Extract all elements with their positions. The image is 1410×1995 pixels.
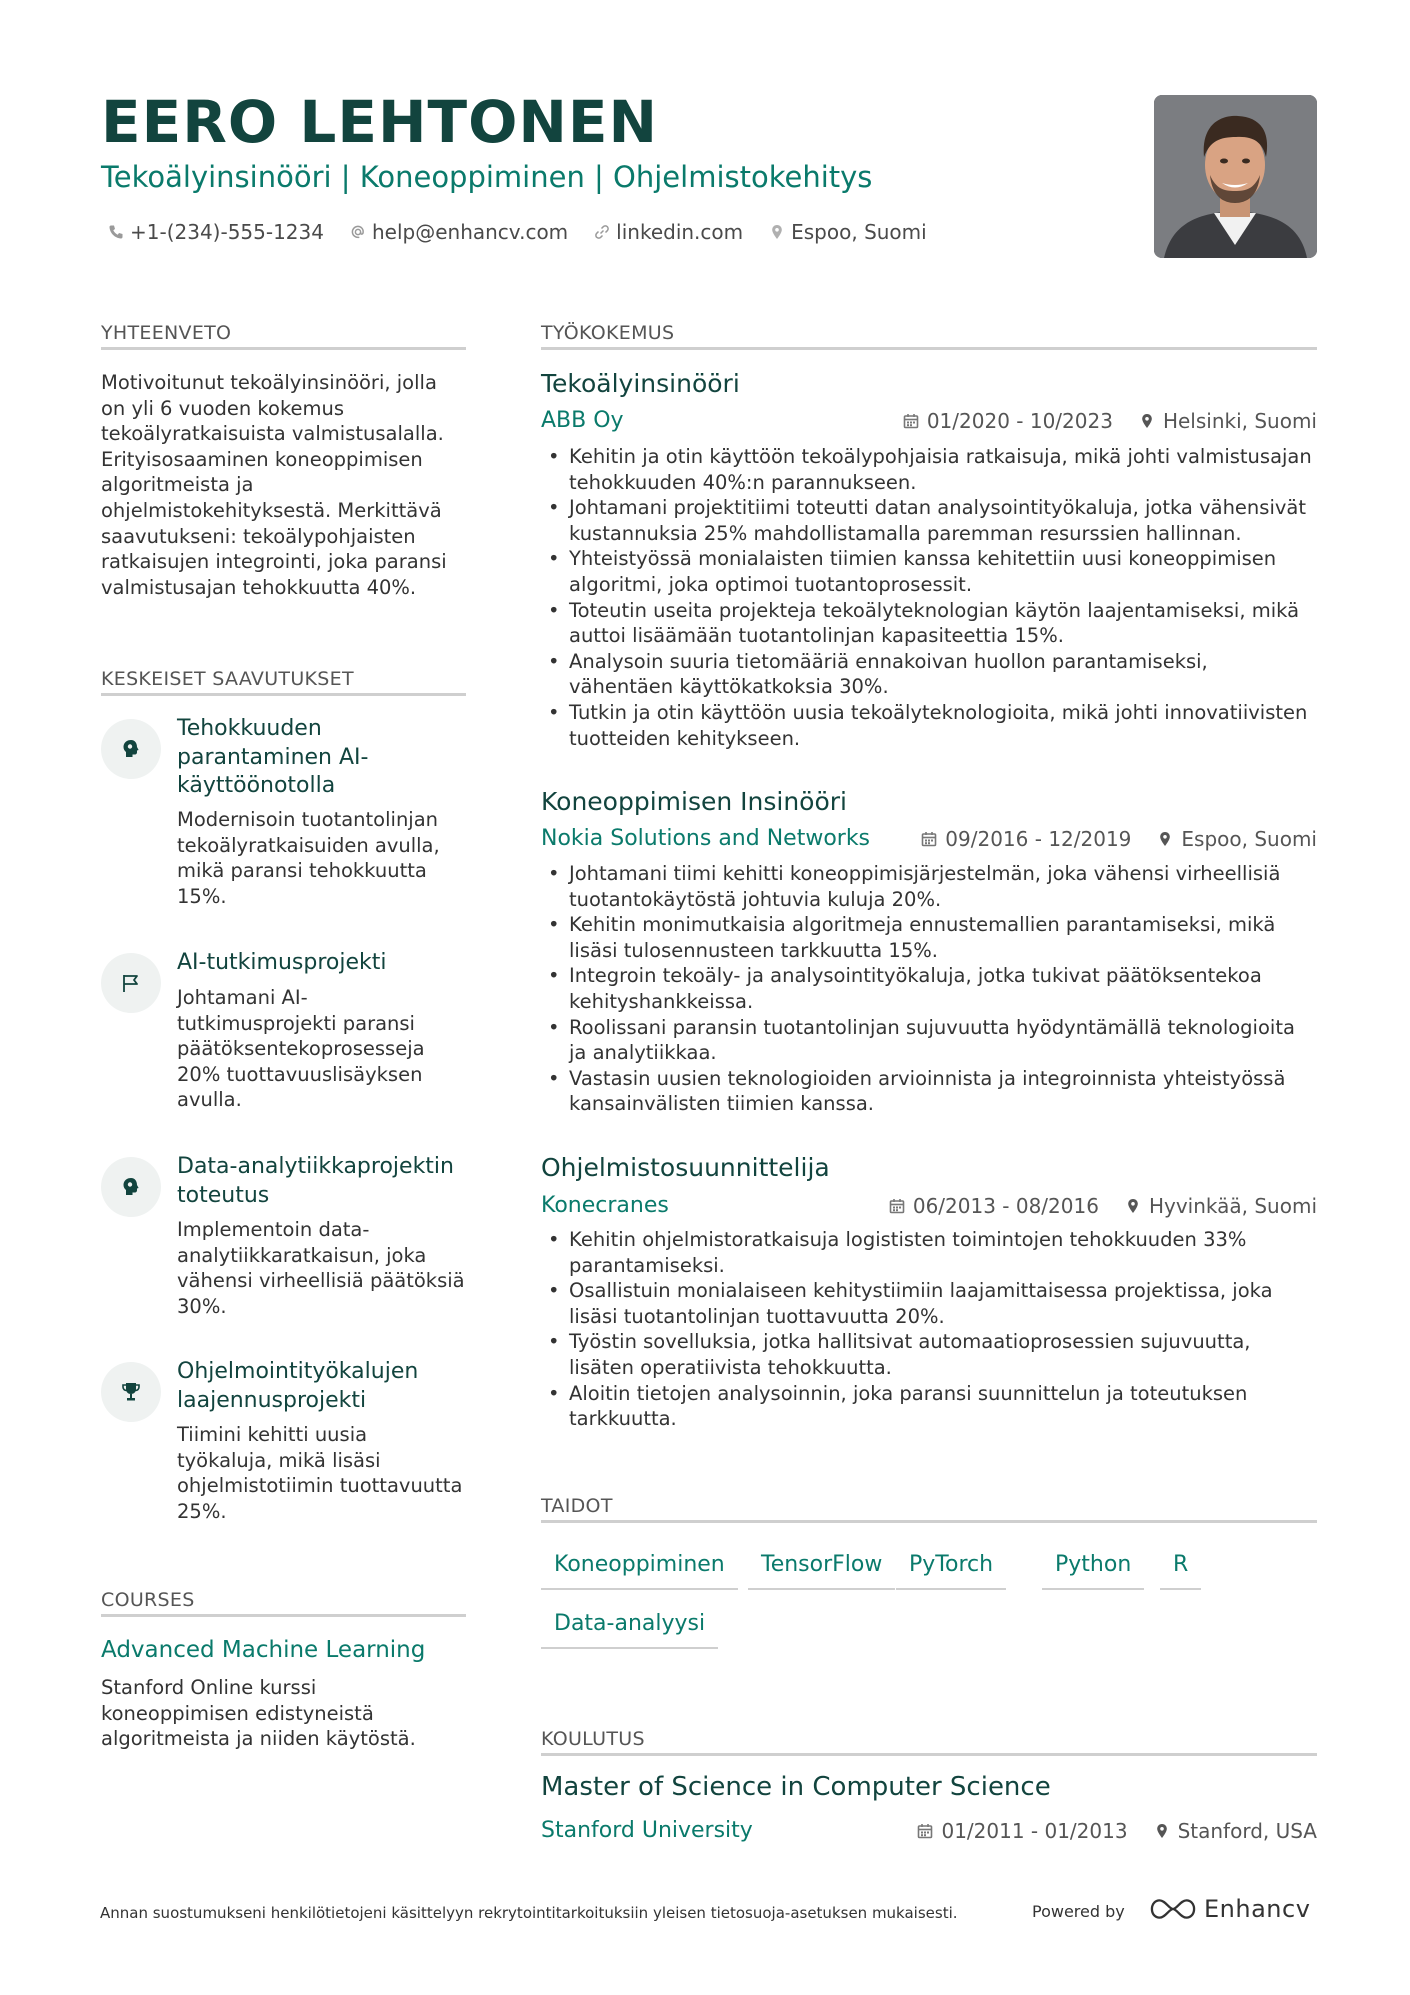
achievement-desc-line: päätöksentekoprosesseja: [177, 1037, 425, 1061]
bullet-line: • Johtamani tiimi kehitti koneoppimisjärjestelmän, joka vähensi virheellisiä: [569, 862, 1281, 885]
job-title: Koneoppimisen Insinööri: [541, 787, 847, 816]
education-divider: [541, 1753, 1317, 1756]
bullet-item: [548, 1066, 1323, 1117]
education-heading: KOULUTUS: [541, 1728, 645, 1750]
achievement-desc-line: ohjelmistotiimin tuottavuutta: [177, 1474, 463, 1498]
bullet-line: • Osallistuin monialaiseen kehitystiimiin laajamittaisessa projektissa, joka: [569, 1279, 1273, 1303]
bullet-line: tuotantokäytöstä johtuvia kuluja 20%.: [569, 887, 942, 911]
bullet-line: • Analysoin suuria tietomääriä ennakoivan huollon parantamiseksi,: [569, 649, 1208, 673]
skill-tag: Data-analyysi: [541, 1611, 718, 1649]
bullet-line: • Kehitin ohjelmistoratkaisuja logististen toimintojen tehokkuuden 33%: [569, 1228, 1247, 1251]
bullet-line: • Työstin sovelluksia, jotka hallitsivat automaatioprosessien sujuvuutta,: [569, 1330, 1251, 1354]
achievement-desc-line: 15%.: [177, 884, 227, 908]
job-title: Ohjelmistosuunnittelija: [541, 1153, 830, 1182]
summary-line: tekoälyratkaisuista valmistusalalla.: [101, 422, 444, 446]
courses-divider: [101, 1614, 466, 1617]
skill-tag: PyTorch: [896, 1552, 1006, 1590]
skill-tag: Python: [1042, 1552, 1144, 1590]
summary-line: valmistusajan tehokkuutta 40%.: [101, 575, 417, 599]
candidate-name: EERO LEHTONEN: [101, 88, 659, 156]
location-pin-icon: [1157, 831, 1173, 847]
job-company: Nokia Solutions and Networks: [541, 826, 871, 851]
achievements-divider: [101, 693, 466, 696]
brand-logo[interactable]: [1150, 1895, 1310, 1923]
achievement-desc-line: Modernisoin tuotantolinjan: [177, 808, 439, 831]
achievement-desc-line: mikä paransi tehokkuutta: [177, 859, 427, 883]
bullet-line: • Johtamani projektitiimi toteutti datan analysointityökaluja, jotka vähensivät: [569, 496, 1306, 520]
achievement-title-line: Ohjelmointityökalujen: [177, 1359, 419, 1384]
achievement-title-line: käyttöönotolla: [177, 773, 336, 798]
bullet-line: auttoi lisäämään tuotantolinjan kapasiteettia 15%.: [569, 624, 1064, 648]
job-dates-text: 01/2020 - 10/2023: [926, 408, 1113, 433]
bullet-item: [548, 912, 1323, 963]
summary-line: ohjelmistokehityksestä. Merkittävä: [101, 498, 442, 522]
location-pin-icon: [1154, 1823, 1170, 1839]
job-title: Tekoälyinsinööri: [541, 369, 740, 398]
job-details: [921, 827, 1317, 851]
bullet-line: kehityshankkeissa.: [569, 989, 754, 1013]
achievement-desc-line: työkaluja, mikä lisäsi: [177, 1448, 381, 1472]
calendar-icon: [889, 1198, 905, 1214]
course-desc: [101, 1675, 441, 1752]
flag-icon: [119, 971, 143, 995]
calendar-icon: [903, 413, 919, 429]
achievement-desc: [177, 1217, 477, 1319]
job-dates: [889, 1194, 1099, 1218]
summary-line: Erityisosaaminen koneoppimisen: [101, 447, 423, 471]
achievement-title: [177, 1358, 477, 1415]
bullet-item: [548, 444, 1323, 495]
bullet-line: ja analytiikkaa.: [569, 1041, 717, 1065]
bullet-item: [548, 1329, 1323, 1380]
brain-icon: [119, 1175, 143, 1199]
achievement-title: [177, 1153, 477, 1210]
bullet-item: [548, 861, 1323, 912]
skill-tag: R: [1160, 1552, 1201, 1590]
bullet-line: tarkkuutta.: [569, 1407, 677, 1431]
education-location: [1154, 1819, 1317, 1843]
achievement-desc-line: analytiikkaratkaisun, joka: [177, 1243, 427, 1267]
summary-line: on yli 6 vuoden kokemus: [101, 396, 345, 420]
job-location-text: Hyvinkää, Suomi: [1148, 1193, 1317, 1218]
achievement-title-line: laajennusprojekti: [177, 1387, 367, 1413]
at-icon: [350, 224, 366, 240]
achievement-desc-line: 25%.: [177, 1499, 227, 1523]
achievement-title: [177, 715, 477, 801]
bullet-item: [548, 1015, 1323, 1066]
education-details: [917, 1819, 1317, 1843]
bullet-line: lisäsi tuotantolinjan tuottavuutta 20%.: [569, 1304, 945, 1328]
bullet-item: [548, 700, 1323, 751]
summary-line: algoritmeista ja: [101, 473, 254, 497]
phone-icon: [108, 224, 124, 240]
contact-linkedin[interactable]: [594, 220, 743, 244]
achievements-heading: KESKEISET SAAVUTUKSET: [101, 668, 354, 690]
profile-photo: [1154, 95, 1317, 258]
job-dates-text: 09/2016 - 12/2019: [945, 826, 1132, 851]
course-desc-line: Stanford Online kurssi: [101, 1676, 317, 1699]
summary-text: [101, 370, 471, 600]
bullet-item: [548, 1227, 1323, 1278]
bullet-line: kansainvälisten tiimien kanssa.: [569, 1092, 875, 1116]
achievement-title-line: AI-tutkimusprojekti: [177, 950, 387, 975]
job-company: ABB Oy: [541, 408, 624, 433]
job-details: [889, 1194, 1317, 1218]
candidate-subtitle: Tekoälyinsinööri | Koneoppiminen | Ohjelmistokehitys: [101, 160, 873, 194]
bullet-item: [548, 598, 1323, 649]
brand-name: Enhancv: [1204, 1895, 1311, 1923]
contact-bar: [108, 220, 927, 244]
summary-line: saavutukseni: tekoälypohjaisten: [101, 524, 416, 548]
bullet-line: lisäten operatiivista tehokkuutta.: [569, 1355, 892, 1379]
bullet-line: vähentäen käyttökatkoksia 30%.: [569, 675, 889, 699]
bullet-line: tehokkuuden 40%:n parannukseen.: [569, 470, 917, 494]
contact-email[interactable]: [350, 220, 568, 244]
job-dates-text: 06/2013 - 08/2016: [912, 1193, 1099, 1218]
bullet-line: • Vastasin uusien teknologioiden arvioinnista ja integroinnista yhteistyössä: [569, 1066, 1286, 1090]
bullet-item: [548, 649, 1323, 700]
achievement-desc-line: avulla.: [177, 1088, 242, 1112]
bullet-item: [548, 546, 1323, 597]
education-dates: [917, 1819, 1127, 1843]
brain-icon: [119, 737, 143, 761]
achievement-desc-line: Johtamani AI-: [177, 986, 308, 1009]
bullet-line: algoritmi, joka optimoi tuotantoprosessit.: [569, 572, 973, 596]
bullet-line: kustannuksia 25% mahdollistamalla paremman resurssien hallinnan.: [569, 521, 1242, 545]
job-location: [1157, 827, 1317, 851]
bullet-item: [548, 495, 1323, 546]
phone-text: +1-(234)-555-1234: [130, 220, 324, 244]
linkedin-text: linkedin.com: [616, 220, 744, 244]
education-dates-text: 01/2011 - 01/2013: [941, 1818, 1128, 1843]
bullet-line: tuotteiden kehitykseen.: [569, 726, 801, 750]
experience-heading: TYÖKOKEMUS: [541, 322, 675, 344]
bullet-line: • Roolissani paransin tuotantolinjan sujuvuutta hyödyntämällä teknologioita: [569, 1015, 1295, 1039]
job-meta: [541, 1193, 1317, 1218]
courses-heading: COURSES: [101, 1589, 195, 1611]
bullet-line: • Tutkin ja otin käyttöön uusia tekoälyteknologioita, mikä johti innovatiivisten: [569, 700, 1308, 724]
job-meta: [541, 826, 1317, 851]
bullet-line: • Aloitin tietojen analysoinnin, joka paransi suunnittelun ja toteutuksen: [569, 1381, 1248, 1405]
achievement-desc-line: tutkimusprojekti paransi: [177, 1011, 415, 1035]
contact-location: [769, 220, 927, 244]
education-degree: Master of Science in Computer Science: [541, 1772, 1051, 1802]
job-details: [903, 409, 1317, 433]
achievement-icon-wrap: [101, 719, 161, 779]
location-pin-icon: [769, 224, 785, 240]
bullet-item: [548, 963, 1323, 1014]
bullet-line: parantamiseksi.: [569, 1253, 725, 1277]
bullet-item: [548, 1381, 1323, 1432]
job-location: [1125, 1194, 1317, 1218]
contact-phone: [108, 220, 324, 244]
achievement-desc-line: 20% tuottavuuslisäyksen: [177, 1062, 423, 1086]
course-desc-line: algoritmeista ja niiden käytöstä.: [101, 1727, 416, 1751]
summary-divider: [101, 347, 466, 350]
achievement-icon-wrap: [101, 1157, 161, 1217]
summary-line: Motivoitunut tekoälyinsinööri, jolla: [101, 371, 437, 394]
achievement-icon-wrap: [101, 953, 161, 1013]
gdpr-consent-note: Annan suostumukseni henkilötietojeni käsittelyyn rekrytointitarkoituksiin yleisen tietosuoja-asetuksen mukaisesti.: [100, 1904, 958, 1922]
location-text: Espoo, Suomi: [791, 220, 927, 244]
bullet-item: [548, 1278, 1323, 1329]
achievement-desc-line: Tiimini kehitti uusia: [177, 1423, 368, 1446]
job-bullets: [548, 1227, 1323, 1432]
location-pin-icon: [1125, 1198, 1141, 1214]
location-pin-icon: [1139, 413, 1155, 429]
achievement-title: [177, 949, 477, 978]
job-location-text: Espoo, Suomi: [1181, 826, 1317, 851]
skill-tag: Koneoppiminen: [541, 1552, 738, 1590]
job-company: Konecranes: [541, 1193, 669, 1218]
experience-divider: [541, 347, 1317, 350]
summary-line: ratkaisujen integrointi, joka paransi: [101, 550, 447, 574]
achievement-desc-line: vähensi virheellisiä päätöksiä: [177, 1269, 465, 1293]
achievement-desc-line: Implementoin data-: [177, 1218, 370, 1241]
achievement-desc-line: 30%.: [177, 1294, 227, 1318]
bullet-line: • Yhteistyössä monialaisten tiimien kanssa kehitettiin uusi koneoppimisen: [569, 547, 1277, 571]
achievement-title-line: parantaminen AI-: [177, 744, 369, 770]
education-school: Stanford University: [541, 1818, 753, 1843]
bullet-line: • Integroin tekoäly- ja analysointityökaluja, jotka tukivat päätöksentekoa: [569, 964, 1262, 988]
summary-heading: YHTEENVETO: [101, 322, 232, 344]
calendar-icon: [921, 831, 937, 847]
powered-by-label: Powered by: [1032, 1902, 1125, 1921]
achievement-title-line: Data-analytiikkaprojektin: [177, 1154, 454, 1179]
calendar-icon: [917, 1823, 933, 1839]
achievement-title-line: Tehokkuuden: [177, 716, 322, 741]
skill-tag: TensorFlow: [748, 1552, 895, 1590]
enhancv-logo-icon: [1150, 1897, 1196, 1921]
trophy-icon: [119, 1380, 143, 1404]
achievement-desc: [177, 985, 477, 1113]
achievement-desc-line: tekoälyratkaisuiden avulla,: [177, 833, 440, 857]
bullet-line: • Toteutin useita projekteja tekoälyteknologian käytön laajentamiseksi, mikä: [569, 598, 1300, 622]
bullet-line: lisäsi tulosennusteen tarkkuutta 15%.: [569, 938, 938, 962]
achievement-desc: [177, 807, 477, 909]
job-bullets: [548, 444, 1323, 751]
job-meta: [541, 408, 1317, 433]
course-desc-line: koneoppimisen edistyneistä: [101, 1701, 374, 1725]
job-location-text: Helsinki, Suomi: [1162, 408, 1317, 433]
job-location: [1139, 409, 1317, 433]
bullet-line: • Kehitin monimutkaisia algoritmeja ennustemallien parantamiseksi, mikä: [569, 913, 1276, 937]
achievement-icon-wrap: [101, 1362, 161, 1422]
achievement-desc: [177, 1422, 477, 1524]
skills-divider: [541, 1520, 1317, 1523]
course-title: Advanced Machine Learning: [101, 1637, 426, 1663]
bullet-line: • Kehitin ja otin käyttöön tekoälypohjaisia ratkaisuja, mikä johti valmistusajan: [569, 445, 1312, 468]
job-bullets: [548, 861, 1323, 1117]
link-icon: [594, 224, 610, 240]
education-location-text: Stanford, USA: [1177, 1818, 1317, 1843]
job-dates: [921, 827, 1131, 851]
education-meta: [541, 1818, 1317, 1843]
achievement-title-line: toteutus: [177, 1182, 270, 1208]
email-text: help@enhancv.com: [371, 220, 569, 244]
portrait-image: [1154, 95, 1317, 258]
skills-heading: TAIDOT: [541, 1495, 613, 1517]
job-dates: [903, 409, 1113, 433]
